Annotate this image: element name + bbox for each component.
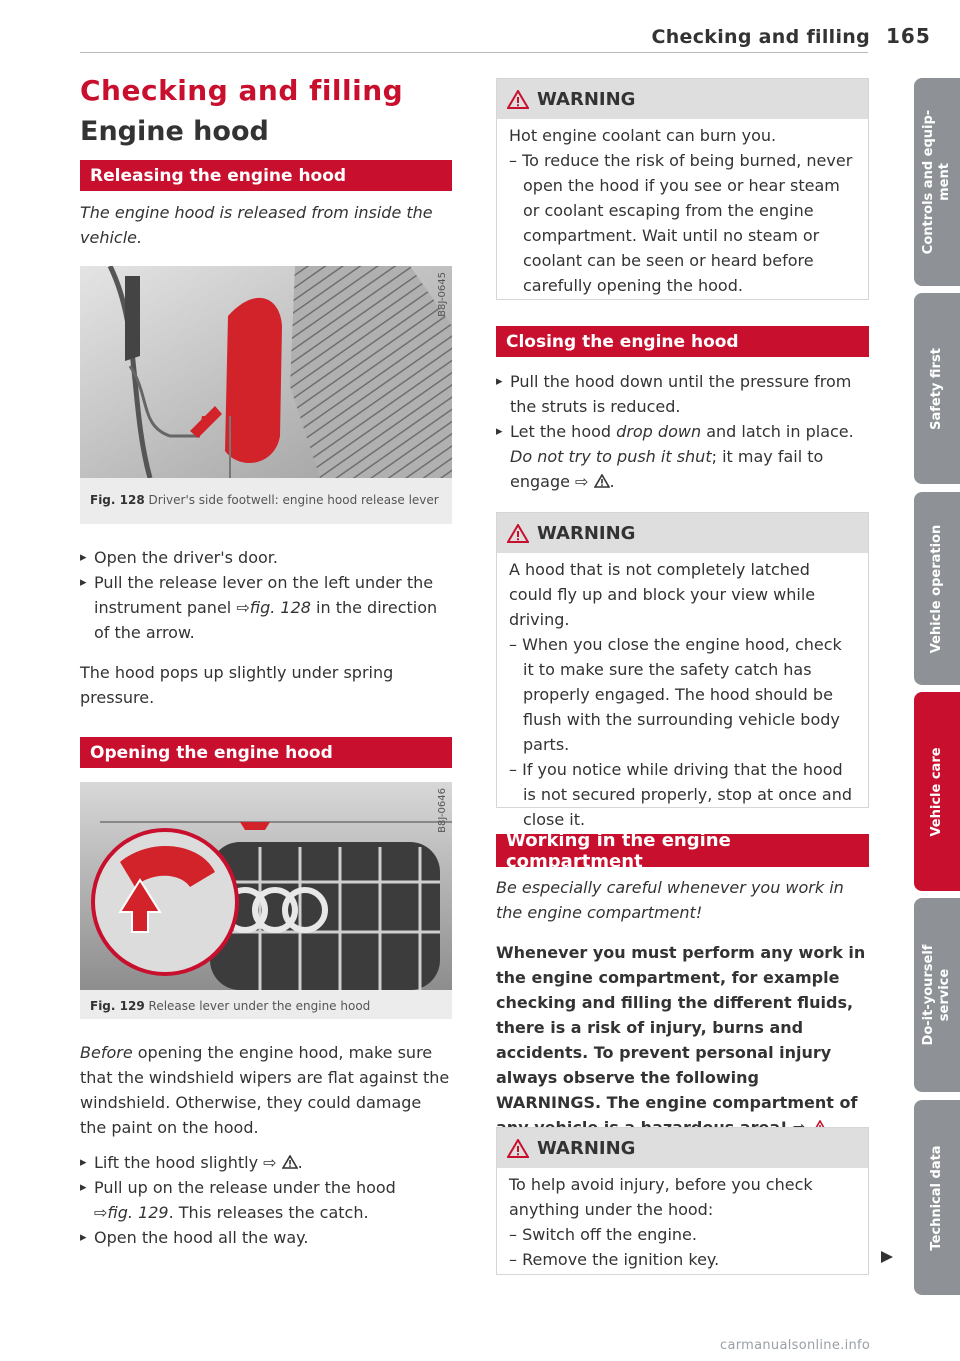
warning-intro: A hood that is not completely latched could fly up and block your view while driving. [509, 560, 816, 629]
step-text: Lift the hood slightly ⇨ [94, 1153, 277, 1172]
warning-triangle-icon[interactable] [594, 474, 610, 488]
warning-triangle-icon [507, 1139, 529, 1158]
tab-vehicle-care[interactable] [914, 692, 960, 891]
tab-safety-first[interactable] [914, 293, 960, 484]
figure-ref-link[interactable]: fig. 128 [249, 598, 311, 617]
step-item [80, 1175, 452, 1225]
step-text: and latch in place. [706, 422, 854, 441]
figure-label: Fig. 128 [90, 493, 145, 507]
working-bold-paragraph [496, 940, 868, 1140]
warning-item: – When you close the engine hood, check it to make sure the safety catch has properly engaged. The hood should be flush with the surrounding vehicle body parts. [509, 635, 842, 754]
section-title: Engine hood [80, 116, 269, 147]
wipers-text: opening the engine hood, make sure that the windshield wipers are flat against the windshield. Otherwise, they could damage the paint on the hood. [80, 1043, 450, 1137]
wipers-paragraph [80, 1040, 452, 1140]
emphasis-before: Before [80, 1043, 133, 1062]
heading-working-compartment: Working in the engine compartment [496, 834, 869, 867]
figure-code: B8J-0645 [437, 272, 448, 317]
footer-watermark: carmanualsonline.info [720, 1338, 871, 1353]
step-item [80, 545, 452, 570]
working-intro: Be especially careful whenever you work in the engine compartment! [496, 878, 844, 922]
warning-label: WARNING [537, 88, 636, 110]
figure-ref-link[interactable]: fig. 129 [107, 1203, 169, 1222]
reference-arrow-icon: ⇨ [94, 1203, 108, 1222]
step-text: Open the hood all the way. [94, 1228, 309, 1247]
running-header-title: Checking and filling [651, 26, 870, 48]
figure-129 [80, 782, 452, 1019]
header-rule [80, 52, 868, 53]
tab-label: Vehicle operation [929, 524, 944, 653]
footwell-illustration [80, 266, 452, 478]
steps-release [80, 545, 452, 645]
hood-pops-paragraph: The hood pops up slightly under spring pressure. [80, 663, 394, 707]
reference-arrow-icon: ⇨ [236, 598, 250, 617]
heading-closing-hood: Closing the engine hood [496, 326, 869, 357]
warning-box-latch [496, 512, 869, 829]
chapter-title: Checking and filling [80, 74, 404, 107]
warning-item: – To reduce the risk of being burned, never open the hood if you see or hear steam or coolant escaping from the engine compartment. Wait until no steam or coolant can be seen or heard before carefully opening the hood. [509, 151, 853, 295]
warning-intro: Hot engine coolant can burn you. [509, 126, 777, 145]
figure-129-caption [80, 996, 452, 1023]
step-text: Pull up on the release under the hood [94, 1178, 396, 1197]
tab-label: Technical data [929, 1144, 944, 1251]
warning-item: – If you notice while driving that the hood is not secured properly, stop at once and close it. [509, 760, 852, 829]
warning-item-text: Remove the ignition key. [522, 1250, 720, 1269]
warning-box-before-checking [496, 1127, 869, 1275]
step-emphasis: Do not try to push it shut [510, 447, 712, 466]
caption-text: Driver's side footwell: engine hood release lever [148, 493, 439, 507]
step-item: ▸ Let the hood drop down and latch in place. Do not try to push it shut; it may fail to engage ⇨ . [496, 419, 868, 494]
step-text: Pull the hood down until the pressure from the struts is reduced. [510, 372, 852, 416]
step-text: Let the hood [510, 422, 612, 441]
steps-closing [496, 369, 868, 494]
page-number: 165 [886, 24, 931, 48]
continue-arrow-icon [880, 1250, 894, 1264]
warning-intro: To help avoid injury, before you check anything under the hood: [509, 1175, 813, 1219]
steps-opening [80, 1150, 452, 1250]
warning-body [497, 119, 868, 304]
release-intro: The engine hood is released from inside the vehicle. [80, 203, 433, 247]
figure-128-caption [80, 490, 452, 517]
step-text-after: in the direction of the arrow. [94, 598, 438, 642]
tab-label: Vehicle care [929, 746, 944, 837]
figure-128 [80, 266, 452, 524]
caption-text: Release lever under the engine hood [148, 999, 371, 1013]
warning-header [497, 513, 868, 553]
tab-controls-and-equipment[interactable] [914, 78, 960, 286]
warning-item: – Remove the ignition key. [509, 1250, 720, 1269]
warning-header [497, 1128, 868, 1168]
step-item [80, 1225, 452, 1250]
figure-code: B8J-0646 [437, 788, 448, 833]
step-text-after: . This releases the catch. [168, 1203, 369, 1222]
warning-triangle-icon [507, 524, 529, 543]
step-item [80, 570, 452, 645]
warning-body [497, 553, 868, 838]
tab-label: Safety first [929, 347, 944, 430]
grille-illustration [80, 782, 452, 990]
warning-item-text: When you close the engine hood, check it to make sure the safety catch has properly engaged. The hood should be flush with the surrounding vehicle body parts. [522, 635, 842, 754]
warning-triangle-icon[interactable] [282, 1155, 298, 1169]
warning-label: WARNING [537, 522, 636, 544]
heading-opening-hood: Opening the engine hood [80, 737, 452, 768]
warning-item-text: Switch off the engine. [522, 1225, 697, 1244]
tab-do-it-yourself-service[interactable] [914, 898, 960, 1092]
step-emphasis: drop down [616, 422, 702, 441]
tab-technical-data[interactable] [914, 1100, 960, 1295]
warning-item: – Switch off the engine. [509, 1225, 697, 1244]
step-continuation [94, 1200, 452, 1225]
step-item [496, 369, 868, 419]
step-text: Open the driver's door. [94, 548, 278, 567]
tab-vehicle-operation[interactable] [914, 492, 960, 685]
step-text: ; it may fail to engage ⇨ [510, 447, 824, 491]
working-bold-text: Whenever you must perform any work in the engine compartment, for example checking and filling the different fluids, there is a risk of injury, burns and accidents. To prevent personal injury always observe the following WARNINGS. The engine compartment of [496, 943, 866, 1112]
warning-body [497, 1168, 868, 1278]
step-text: Pull the release lever on the left under the instrument panel [94, 573, 434, 617]
tab-label: Do-it-yourself service [921, 944, 952, 1046]
warning-box-coolant [496, 78, 869, 300]
heading-releasing-hood: Releasing the engine hood [80, 160, 452, 191]
step-item: ▸ Lift the hood slightly ⇨ . [80, 1150, 452, 1175]
warning-item-text: If you notice while driving that the hood is not secured properly, stop at once and close it. [522, 760, 852, 829]
figure-label: Fig. 129 [90, 999, 145, 1013]
tab-label: Controls and equip- ment [921, 109, 952, 255]
warning-triangle-icon [507, 90, 529, 109]
warning-header [497, 79, 868, 119]
warning-label: WARNING [537, 1137, 636, 1159]
warning-item-text: To reduce the risk of being burned, never open the hood if you see or hear steam or coolant escaping from the engine compartment. Wait until no steam or coolant can be seen or heard before carefully opening the hood. [522, 151, 853, 295]
